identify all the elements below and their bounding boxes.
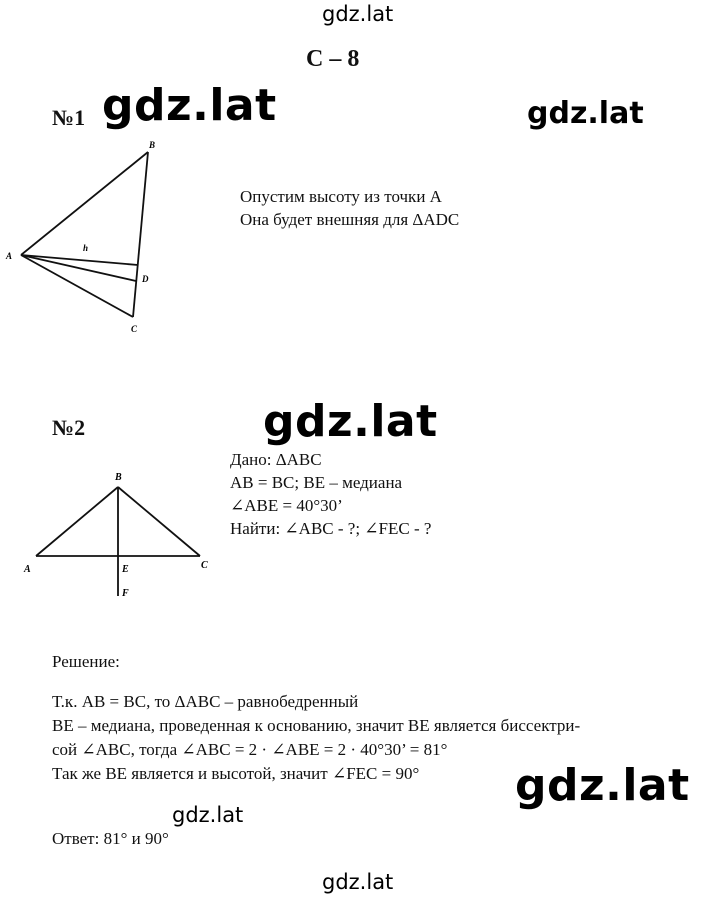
watermark-solution-right: gdz.lat bbox=[515, 760, 690, 811]
side-BC bbox=[133, 152, 148, 317]
side-AC bbox=[21, 255, 133, 317]
watermark-bottom: gdz.lat bbox=[322, 870, 394, 894]
watermark-task1-right: gdz.lat bbox=[527, 96, 644, 131]
label-D: D bbox=[142, 274, 149, 284]
label-C: C bbox=[131, 324, 138, 334]
label-A: A bbox=[24, 564, 31, 575]
solution-answer: Ответ: 81° и 90° bbox=[52, 829, 169, 848]
given-line-2: AB = BC; BE – медиана bbox=[230, 473, 403, 492]
task1-text bbox=[240, 185, 459, 231]
altitude-h bbox=[21, 255, 138, 265]
side-BC bbox=[118, 487, 200, 556]
segment-AD bbox=[21, 255, 136, 281]
solution-line-3: сой ∠ABC, тогда ∠ABC = 2 · ∠ABE = 2 · 40°30’ = 81° bbox=[52, 740, 448, 759]
task1-line-2: Она будет внешняя для ΔADC bbox=[240, 210, 460, 229]
label-E: E bbox=[122, 564, 129, 575]
watermark-solution-left: gdz.lat bbox=[172, 803, 244, 827]
side-AB bbox=[36, 487, 118, 556]
watermark-top: gdz.lat bbox=[322, 2, 394, 26]
label-B: B bbox=[115, 472, 122, 483]
solution-line-1: Т.к. AB = BC, то ΔABC – равнобедренный bbox=[52, 692, 359, 711]
side-AB bbox=[21, 152, 148, 255]
label-C: C bbox=[201, 560, 208, 571]
given-line-4: Найти: ∠ABC - ?; ∠FEC - ? bbox=[230, 519, 432, 538]
task1-number: №1 bbox=[52, 105, 86, 130]
label-F: F bbox=[122, 588, 129, 599]
task1-line-1: Опустим высоту из точки A bbox=[240, 187, 442, 206]
given-line-1: Дано: ΔABC bbox=[230, 450, 322, 469]
watermark-task2: gdz.lat bbox=[263, 396, 438, 447]
task1-figure bbox=[0, 135, 220, 345]
task2-number: №2 bbox=[52, 415, 86, 440]
label-A: A bbox=[6, 251, 13, 261]
solution-line-4: Так же BE является и высотой, значит ∠FEC = 90° bbox=[52, 764, 420, 783]
task2-given bbox=[230, 448, 431, 540]
solution-body bbox=[52, 690, 580, 786]
solution-heading: Решение: bbox=[52, 652, 120, 671]
given-line-3: ∠ABE = 40°30’ bbox=[230, 496, 343, 515]
label-h: h bbox=[83, 243, 89, 253]
watermark-task1-left: gdz.lat bbox=[102, 80, 277, 131]
task2-figure bbox=[0, 460, 230, 610]
label-B: B bbox=[149, 140, 156, 150]
page-title: С – 8 bbox=[306, 46, 360, 72]
solution-line-2: BE – медиана, проведенная к основанию, значит BE является биссектри- bbox=[52, 716, 581, 735]
